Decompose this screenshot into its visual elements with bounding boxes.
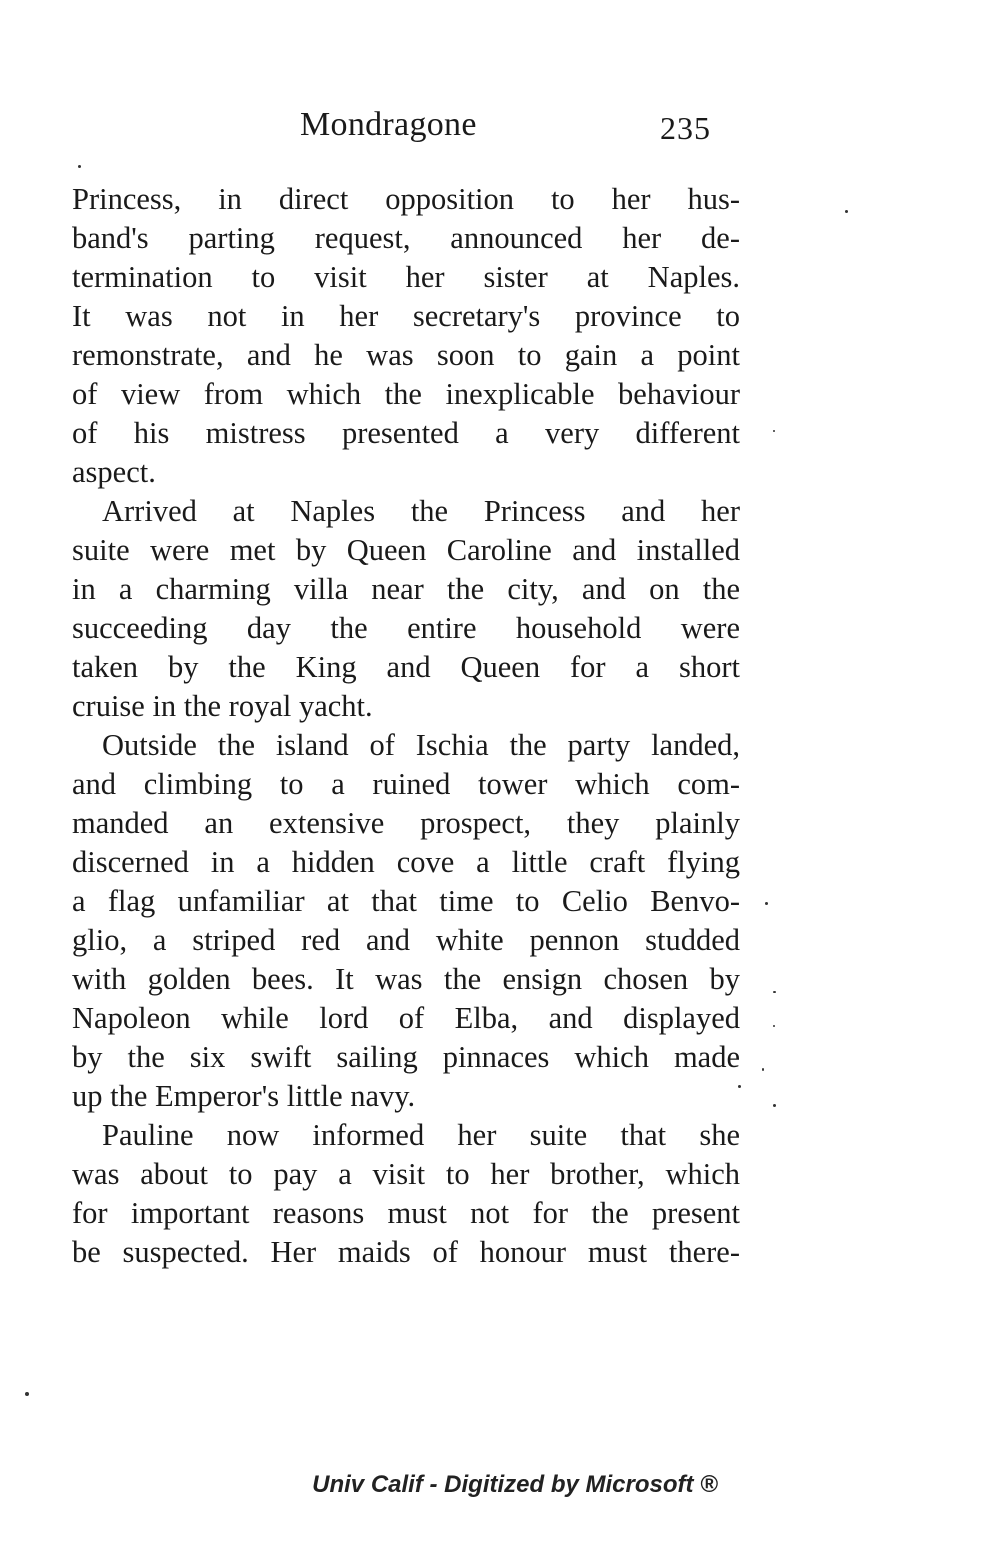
text-line: Pauline now informed her suite that she: [102, 1118, 740, 1152]
text-line: discerned in a hidden cove a little craft flying: [72, 845, 740, 879]
text-line: up the Emperor's little navy.: [72, 1079, 416, 1113]
scan-speck: [25, 1392, 29, 1396]
text-line: for important reasons must not for the present: [72, 1196, 740, 1230]
page-number: 235: [660, 110, 711, 146]
text-line: remonstrate, and he was soon to gain a point: [72, 338, 740, 372]
scan-speck: [765, 902, 768, 905]
scan-speck: [773, 1025, 775, 1027]
text-line: a flag unfamiliar at that time to Celio Benvo-: [72, 884, 740, 918]
text-line: with golden bees. It was the ensign chosen by: [72, 962, 740, 996]
text-line: It was not in her secretary's province to: [72, 299, 740, 333]
text-line: in a charming villa near the city, and on the: [72, 572, 740, 606]
text-line: Arrived at Naples the Princess and her: [102, 494, 740, 528]
paragraph: [72, 492, 740, 726]
text-line: by the six swift sailing pinnaces which made: [72, 1040, 740, 1074]
text-line: succeeding day the entire household were: [72, 611, 740, 645]
text-line: suite were met by Queen Caroline and installed: [72, 533, 740, 567]
text-line: of view from which the inexplicable behaviour: [72, 377, 740, 411]
text-line: taken by the King and Queen for a short: [72, 650, 740, 684]
text-line: be suspected. Her maids of honour must there-: [72, 1235, 740, 1269]
text-line: glio, a striped red and white pennon studded: [72, 923, 740, 957]
scan-speck: [773, 991, 776, 993]
scan-speck: [738, 1085, 741, 1088]
text-line: and climbing to a ruined tower which com-: [72, 767, 740, 801]
scan-speck: [773, 1104, 776, 1107]
text-line: band's parting request, announced her de-: [72, 221, 740, 255]
text-line: manded an extensive prospect, they plainly: [72, 806, 740, 840]
text-line: was about to pay a visit to her brother, which: [72, 1157, 740, 1191]
text-line: Outside the island of Ischia the party landed,: [102, 728, 740, 762]
scan-speck: [845, 210, 848, 213]
running-title: Mondragone: [300, 106, 477, 143]
text-line: termination to visit her sister at Naples.: [72, 260, 740, 294]
paragraph: [72, 726, 740, 1116]
scan-speck: [762, 1068, 764, 1071]
text-line: aspect.: [72, 455, 156, 489]
text-line: Napoleon while lord of Elba, and displayed: [72, 1001, 740, 1035]
paragraph: [72, 180, 740, 492]
text-line: of his mistress presented a very different: [72, 416, 740, 450]
scan-speck: [773, 430, 775, 432]
scan-speck: [78, 165, 81, 168]
text-line: cruise in the royal yacht.: [72, 689, 373, 723]
body-text: [72, 180, 740, 1272]
digitization-watermark: Univ Calif - Digitized by Microsoft ®: [312, 1471, 718, 1498]
text-line: Princess, in direct opposition to her hus-: [72, 182, 740, 216]
paragraph: [72, 1116, 740, 1272]
